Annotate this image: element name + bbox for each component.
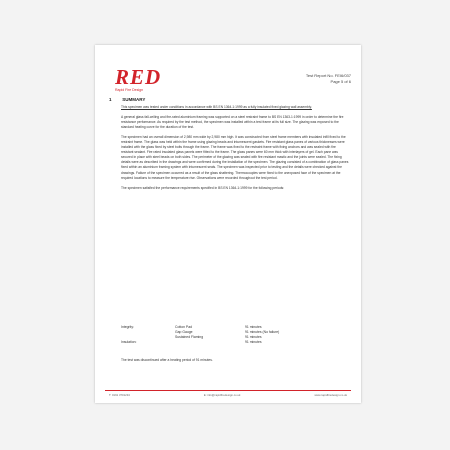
footer: [109, 393, 347, 397]
section-number: 1: [109, 97, 112, 102]
footer-email: E: info@rapidfiredesign.co.uk: [203, 393, 241, 397]
performance-table: [121, 324, 279, 345]
table-row: [121, 340, 279, 345]
report-meta: [306, 73, 351, 85]
section-heading: [109, 97, 145, 102]
insulation-label: Insulation:: [121, 340, 137, 345]
performance-intro: The specimen satisfied the performance requirements specified in BS EN 1364-1:1999 for the following periods:: [121, 185, 285, 190]
closing-statement: The test was discontinued after a heating period of 91 minutes.: [121, 358, 213, 362]
company-logo: [115, 67, 161, 92]
summary-paragraph-3: The specimen had an overall dimension of 2,980 mm wide by 2,980 mm high. It was constructed from steel frame members with insulated infill fixed to the restraint frame. The glass was held within the frame using glazing beads and intumescent gaskets. Fire resistant glass panes of various thicknesses were installed with the glass fixed by steel bolts through the frame. The frame was fixed to the restraint frame with fixing anchors and was sealed with fire resistant sealant. Fire rated insulated glass panels were fitted to the frame. The glass panes were 60 mm thick with interlayers of gel. Each pane was secured in place with steel beads on both sides. The perimeter of the glazing was sealed with fire resistant mastic and the joints were sealed. The fixing details were as described in the drawings and were confirmed during the installation of the specimen. The glazing consisted of a combination of glass panes fixed within an aluminium framing system with intumescent seals. The specimen was inspected prior to testing and the details were checked against the drawings. Failure of the specimen occurred as a result of the glass shattering. Thermocouples were fixed to the unexposed face of the specimen at the required locations to measure the temperature rise. Observations were recorded throughout the test period.: [121, 135, 349, 180]
summary-intro: This specimen was tested under conditions in accordance with BS EN 1364-1:1999 as a fully insulated fixed glazing wall assembly.: [121, 105, 312, 109]
page-number: Page 5 of 6: [330, 79, 351, 84]
footer-phone: T: 0191 3701234: [109, 393, 130, 397]
logo-mark: RED: [115, 65, 162, 89]
summary-paragraph-2: A general glass fall-ceiling and fire-rated aluminium framing was supported on a steel restraint frame to BS EN 1363-1:1999 in order to determine the fire resistance performance. As required by the test method, the specimen was installed within a test frame at its full size. The glazing was exposed to the standard heating curve for the duration of the test.: [121, 115, 344, 130]
criterion-value: 91 minutes: [245, 324, 262, 329]
report-number: Test Report No. FEI6/037: [305, 73, 351, 78]
criterion-name: Cotton Pad: [175, 324, 192, 329]
criterion-name: Gap Gauge: [175, 329, 193, 334]
insulation-value: 91 minutes: [245, 340, 262, 345]
document-page: [95, 45, 361, 403]
section-title: SUMMARY: [122, 97, 146, 102]
criterion-value: 91 minutes (No failure): [245, 329, 280, 334]
logo-subtitle: Rapid Fire Design: [115, 88, 144, 92]
criterion-value: 91 minutes: [245, 334, 262, 339]
integrity-label: Integrity:: [121, 324, 135, 329]
summary-body: [121, 105, 349, 196]
footer-divider: [105, 390, 351, 391]
criterion-name: Sustained Flaming: [175, 334, 204, 339]
footer-website: www.rapidfiredesign.co.uk: [314, 393, 347, 397]
